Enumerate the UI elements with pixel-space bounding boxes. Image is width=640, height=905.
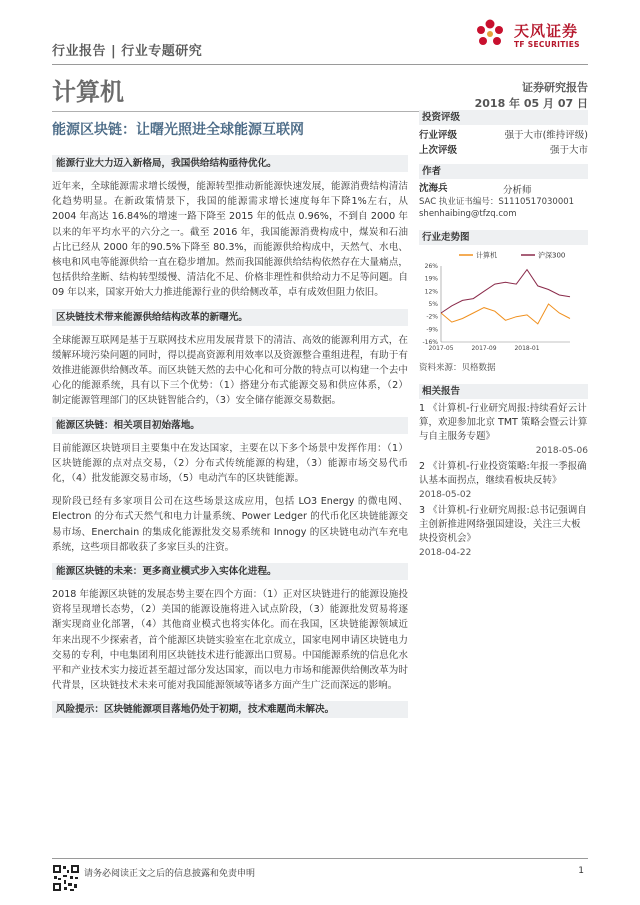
y-tick-label: 19% — [424, 275, 438, 283]
paragraph: 目前能源区块链项目主要集中在发达国家，主要在以下多个场景中发挥作用：（1）区块链能源的点对点交易，（2）分布式传统能源的构建，（3）能源市场交易代币化，（4）批发能源交易市场，（5）电动汽车的区块链能源。 — [52, 442, 408, 485]
rating-value: 强于大市 — [549, 145, 588, 156]
logo-text-cn: 天风证券 — [514, 22, 579, 40]
author-block — [419, 164, 588, 220]
section-heading: 能源区块链：相关项目初始落地。 — [52, 417, 408, 434]
rating-row — [419, 143, 588, 158]
section-heading: 能源行业大力迈入新格局，我国供给结构亟待优化。 — [52, 155, 408, 172]
related-report-date: 2018-05-06 — [535, 446, 588, 456]
flower-icon — [477, 20, 503, 46]
section-heading: 能源区块链的未来：更多商业模式步入实体化进程。 — [52, 563, 408, 580]
series-line-computer — [441, 304, 570, 324]
author-name: 沈海兵 — [419, 183, 448, 194]
industry-name: 计算机 — [52, 78, 124, 106]
y-tick-label: -9% — [426, 326, 438, 334]
related-report-link[interactable] — [419, 460, 588, 502]
risk-warning: 风险提示：区块链能源项目落地仍处于初期，技术难题尚未解决。 — [52, 701, 408, 718]
x-tick-label: 2018-01 — [514, 345, 540, 352]
paragraph: 全球能源互联网是基于互联网技术应用发展背景下的清洁、高效的能源利用方式，在缓解环境污染问题的同时，得以提高资源利用效率以及资源整合重组进程，有助于有效推进能源供给侧改革。而区块链天然的去中心化和可分散的特点可以构建一个去中心化的能源系统，具有以下三个优势：（1）搭建分布式能源交易和供应体系，（2）制定能源管理部门的区块链智能合约，（3）安全储存能源交易数据。 — [52, 334, 408, 407]
related-report-link[interactable] — [419, 504, 588, 560]
related-report-title: 1 《计算机-行业研究周报:持续看好云计算，欢迎参加北京 TMT 策略会暨云计算与自主服务专题》 — [419, 403, 588, 442]
rating-label: 行业评级 — [419, 130, 458, 141]
qr-code-icon — [52, 864, 80, 892]
related-block — [419, 384, 588, 562]
section-heading: 区块链技术带来能源供给结构改革的新曙光。 — [52, 309, 408, 326]
y-tick-label: -2% — [426, 313, 438, 321]
page-number: 1 — [578, 866, 584, 876]
y-tick-label: 12% — [424, 288, 438, 296]
report-category: 行业报告 | 行业专题研究 — [52, 44, 203, 59]
main-content — [52, 152, 408, 725]
trend-chart — [419, 248, 588, 356]
x-tick-label: 2017-09 — [471, 345, 497, 352]
rating-value: 强于大市(维持评级) — [504, 130, 588, 141]
footer-disclaimer: 请务必阅读正文之后的信息披露和免责申明 — [84, 869, 256, 879]
legend-label: 计算机 — [476, 251, 497, 260]
rating-label: 上次评级 — [419, 145, 458, 156]
related-report-link[interactable] — [419, 402, 588, 458]
author-cert: SAC 执业证书编号：S1110517030001 — [419, 197, 575, 207]
y-tick-label: 5% — [428, 301, 438, 308]
report-type: 证券研究报告 — [522, 81, 588, 94]
related-heading: 相关报告 — [419, 384, 588, 399]
related-report-title: 3 《计算机-行业研究周报:总书记强调自主创新推进网络强国建设，关注三大板块投资机会》 — [419, 505, 587, 544]
trend-heading: 行业走势图 — [419, 230, 588, 245]
rating-block — [419, 110, 588, 158]
report-title: 能源区块链：让曙光照进全球能源互联网 — [52, 122, 304, 138]
rating-row — [419, 128, 588, 143]
y-tick-label: 26% — [424, 263, 438, 270]
series-line-hs300 — [441, 270, 570, 313]
header-divider — [52, 64, 588, 65]
rating-heading: 投资评级 — [419, 110, 588, 125]
paragraph: 2018 年能源区块链的发展态势主要在四个方面：（1）正对区块链进行的能源设施投资将呈现增长态势，（2）美国的能源设施将进入试点阶段，（3）能源批发贸易将逐渐实现商业化部署，（4）其他商业模式也将实体化。而在我国，区块链能源领域近年来出现不少探索者，首个能源区块链实验室在北京成立，国家电网申请区块链电力交易的专利，中电集团利用区块链技术进行能源出口贸易。中国能源系统的信息化水平和产业技术实力接近甚至超过部分发达国家，而以电力市场和能源供给侧改革为时代背景，区块链技术未来可能对我国能源领域等诸多方面产生广泛而深远的影响。 — [52, 589, 408, 692]
author-line — [419, 182, 588, 196]
related-report-date: 2018-05-02 — [419, 490, 472, 500]
related-list — [419, 402, 588, 560]
x-tick-label: 2017-05 — [428, 345, 454, 352]
related-report-date: 2018-04-22 — [419, 548, 472, 558]
paragraph: 现阶段已经有多家项目公司在这些场景这成应用，包括 LO3 Energy 的微电网、Electron 的分布式天然气和电力计量系统、Power Ledger 的代币化区块链能源交易市场、Enerchain 的集成化能源批发交易系统和 Innogy 的区块链电动汽车充电系统，这些项目都收获了多家巨头的注资。 — [52, 496, 408, 553]
author-email[interactable]: shenhaibing@tfzq.com — [419, 209, 517, 219]
trend-block — [419, 230, 588, 245]
legend-label: 沪深300 — [538, 251, 566, 260]
logo-text-en: TF SECURITIES — [514, 40, 580, 49]
y-tick-label: -16% — [422, 339, 438, 346]
report-date: 2018 年 05 月 07 日 — [474, 97, 588, 110]
related-report-title: 2 《计算机-行业投资策略:年报一季报确认基本面拐点，继续看板块反转》 — [419, 461, 587, 486]
chart-source: 资料来源：贝格数据 — [419, 363, 496, 373]
paragraph: 近年来，全球能源需求增长缓慢，能源转型推动新能源快速发展，能源消费结构清洁化趋势明显。在新政策情景下，我国的能源需求增长速度每年下降1%左右，从 2004 年高达 16.84%的增速一路下降至 2015 年的低点 0.96%，不到自 2000 年以来的年平均水平的六分之一。截至 2016 年，我国能源消费构成中，煤炭和石油占比已经从 2000 年的90.5%下降至 80.3%，而能源供给构成中，天然气、水电、核电和风电等能源供给一直在稳步增加。然而我国能源供给结构依然存在大量痛点，包括供给垄断、结构转型缓慢、清洁化不足、价格非理性和供给动力不足等问题。自 09 年以来，国家开始大力推进能源行业的供给侧改革，卓有成效但阻力依旧。 — [52, 181, 409, 299]
footer-divider — [52, 858, 588, 859]
author-heading: 作者 — [419, 164, 588, 179]
author-role: 分析师 — [503, 185, 532, 196]
